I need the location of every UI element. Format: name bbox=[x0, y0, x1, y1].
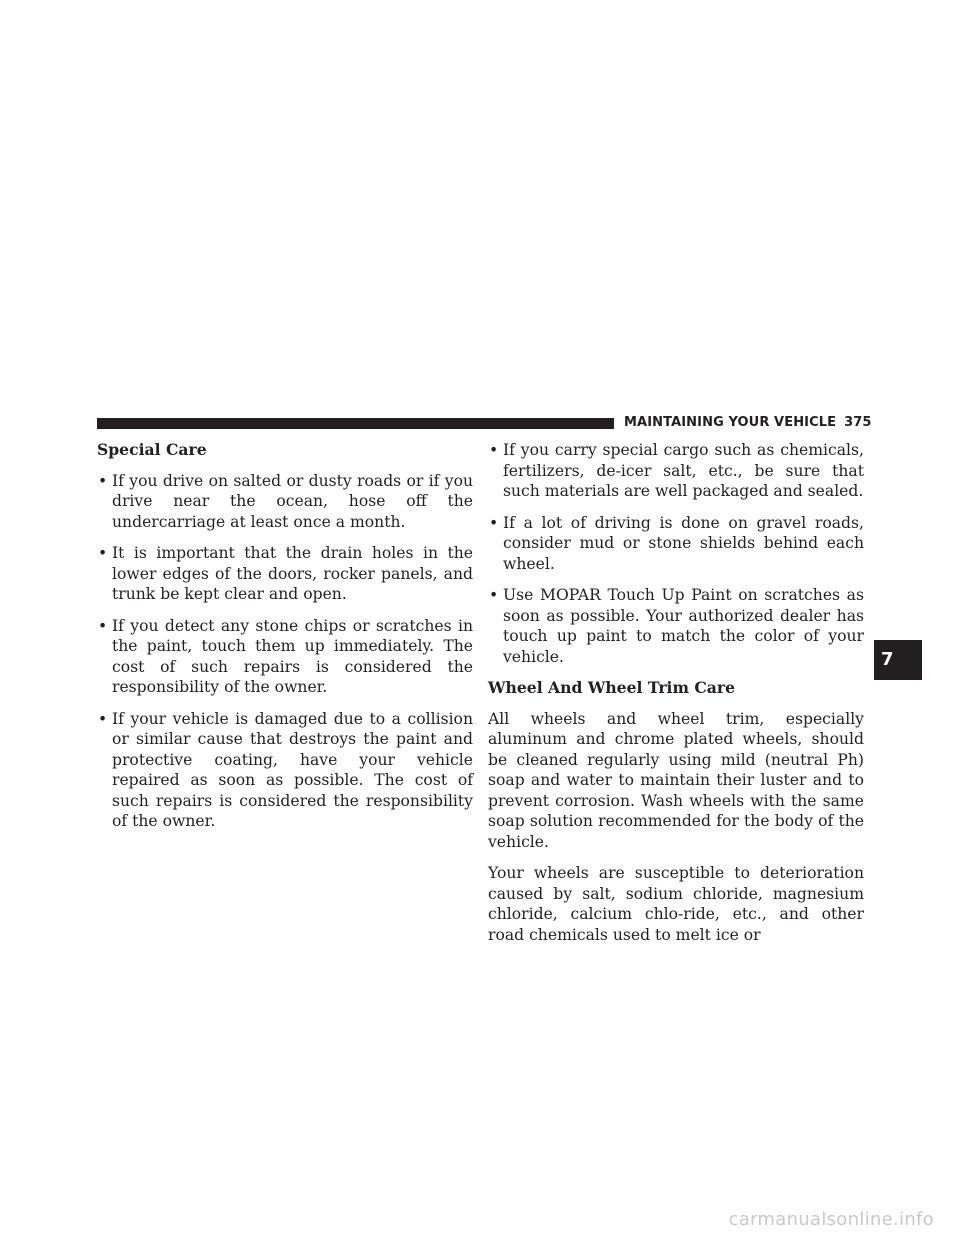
header-rule bbox=[97, 418, 614, 429]
running-header bbox=[624, 413, 872, 433]
bullet-icon: • bbox=[489, 513, 499, 532]
list-item-text: If you drive on salted or dusty roads or if you drive near the ocean, hose off the undercarriage at least once a month. bbox=[112, 471, 473, 531]
list-item bbox=[97, 471, 473, 533]
list-item bbox=[97, 543, 473, 605]
bullet-icon: • bbox=[489, 441, 499, 459]
list-item-text: If you carry special cargo such as chemicals, fertilizers, de-icer salt, etc., be sure that such materials are well packaged and sealed. bbox=[503, 441, 864, 500]
list-item bbox=[488, 440, 864, 502]
list-item bbox=[488, 513, 864, 575]
list-item-text: If you detect any stone chips or scratches in the paint, touch them up immediately. The cost of such repairs is considered the responsibility of the owner. bbox=[112, 616, 473, 696]
bullet-icon: • bbox=[489, 586, 499, 604]
special-care-heading: Special Care bbox=[97, 440, 207, 459]
list-item-text: If your vehicle is damaged due to a collision or similar cause that destroys the paint and protective coating, have your vehicle repaired as soon as possible. The cost of such repairs is considered the responsibility of the owner. bbox=[112, 709, 473, 830]
bullet-icon: • bbox=[98, 544, 108, 562]
list-item-text: It is important that the drain holes in the lower edges of the doors, rocker panels, and trunk be kept clear and open. bbox=[112, 544, 473, 603]
left-column bbox=[97, 440, 473, 843]
page-number: 375 bbox=[844, 415, 872, 430]
bullet-icon: • bbox=[98, 709, 108, 728]
list-item bbox=[488, 585, 864, 667]
bullet-icon: • bbox=[98, 471, 108, 490]
wheel-care-paragraph-2: Your wheels are susceptible to deterioration caused by salt, sodium chloride, magnesium chloride, calcium chlo-ride, etc., and other road chemicals used to melt ice or bbox=[488, 864, 864, 944]
special-care-list bbox=[97, 471, 473, 832]
section-title: MAINTAINING YOUR VEHICLE bbox=[624, 415, 837, 430]
chapter-tab: 7 bbox=[874, 640, 922, 680]
list-item-text: Use MOPAR Touch Up Paint on scratches as soon as possible. Your authorized dealer has touch up paint to match the color of your vehicle. bbox=[503, 586, 864, 666]
wheel-care-paragraph-1: All wheels and wheel trim, especially aluminum and chrome plated wheels, should be cleaned regularly using mild (neutral Ph) soap and water to maintain their luster and to prevent corrosion. Wash wheels with the same soap solution recommended for the body of the vehicle. bbox=[488, 709, 864, 851]
watermark: carmanualsonline.info bbox=[728, 1209, 934, 1230]
list-item-text: If a lot of driving is done on gravel roads, consider mud or stone shields behind each wheel. bbox=[503, 513, 864, 573]
list-item bbox=[97, 616, 473, 698]
list-item bbox=[97, 709, 473, 832]
bullet-icon: • bbox=[98, 616, 108, 635]
right-column bbox=[488, 440, 864, 956]
special-care-list-continued bbox=[488, 440, 864, 667]
wheel-care-heading: Wheel And Wheel Trim Care bbox=[488, 678, 736, 697]
